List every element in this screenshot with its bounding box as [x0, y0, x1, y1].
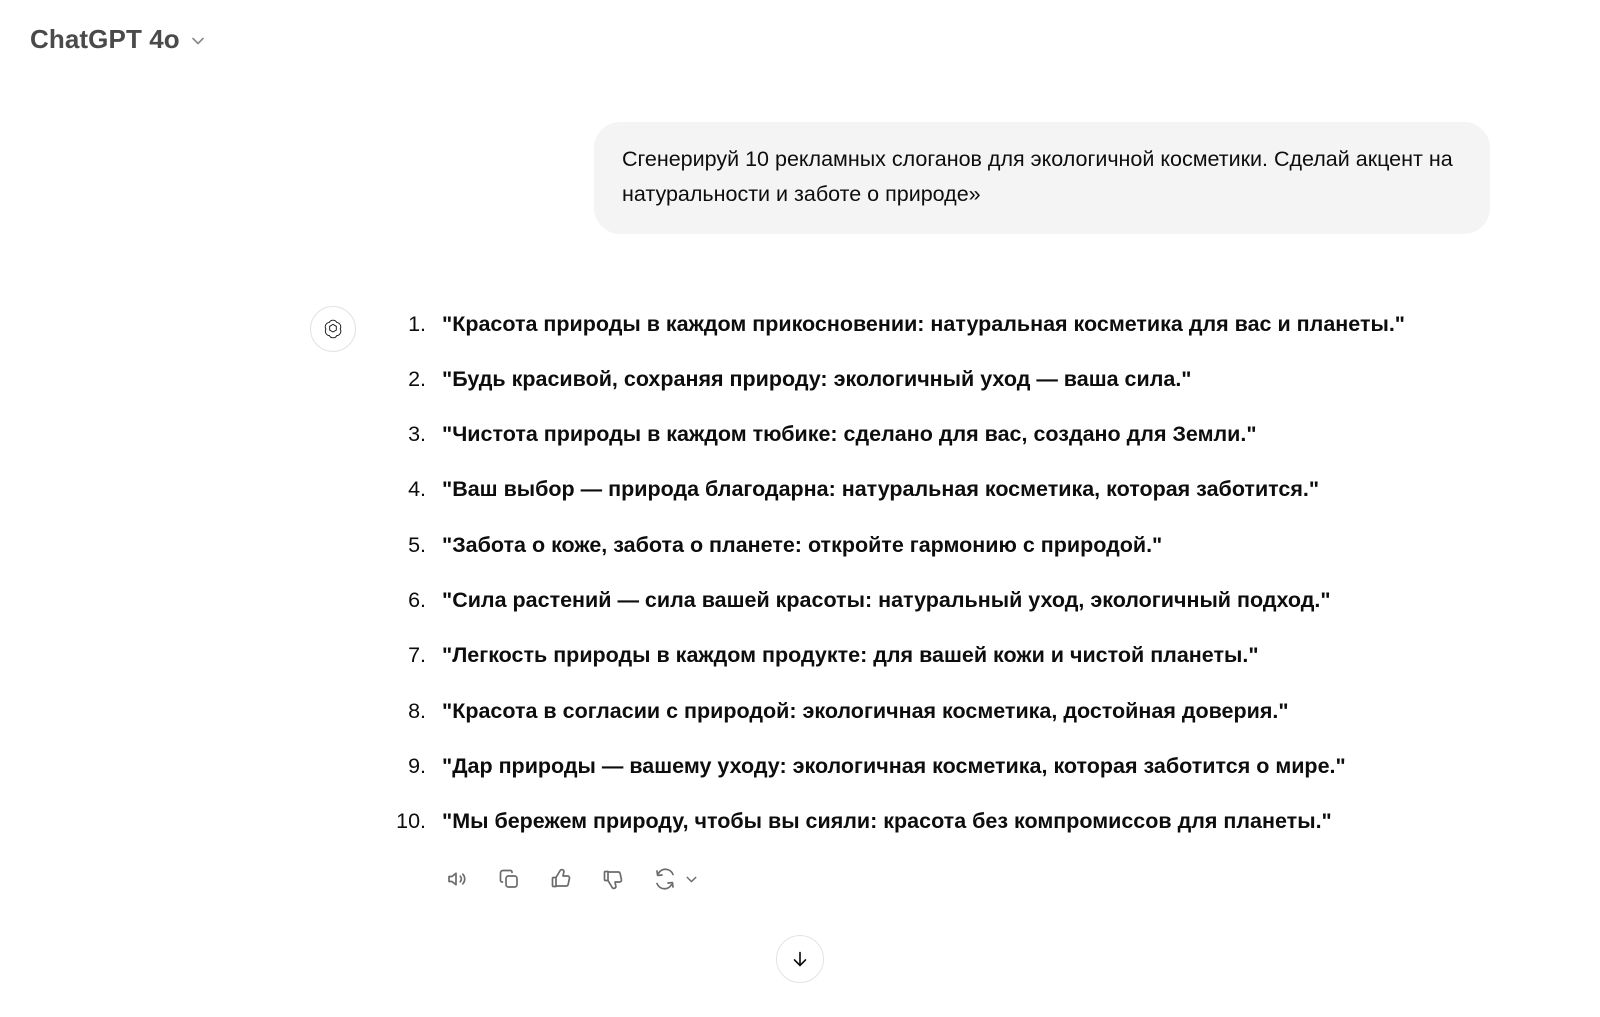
list-item: 1. "Красота природы в каждом прикосновении: натуральная косметика для вас и планеты." — [432, 304, 1486, 345]
user-message-row — [40, 122, 1560, 234]
header — [0, 0, 1600, 56]
thumbs-down-icon[interactable] — [598, 864, 628, 894]
regenerate-icon[interactable] — [650, 864, 680, 894]
assistant-message-content — [386, 304, 1486, 895]
message-action-bar — [386, 864, 1486, 894]
chevron-down-icon[interactable] — [188, 31, 208, 51]
list-item: 4. "Ваш выбор — природа благодарна: натуральная косметика, которая заботится." — [432, 469, 1486, 510]
user-message-bubble: Сгенерируй 10 рекламных слоганов для экологичной косметики. Сделай акцент на натуральности и заботе о природе» — [594, 122, 1490, 234]
regenerate-chevron-down-icon[interactable] — [682, 870, 700, 888]
thumbs-up-icon[interactable] — [546, 864, 576, 894]
list-item: 10. "Мы бережем природу, чтобы вы сияли: красота без компромиссов для планеты." — [432, 801, 1486, 842]
list-item: 3. "Чистота природы в каждом тюбике: сделано для вас, создано для Земли." — [432, 414, 1486, 455]
list-item: 2. "Будь красивой, сохраняя природу: экологичный уход — ваша сила." — [432, 359, 1486, 400]
read-aloud-icon[interactable] — [442, 864, 472, 894]
list-item: 8. "Красота в согласии с природой: экологичная косметика, достойная доверия." — [432, 691, 1486, 732]
model-selector-label[interactable]: ChatGPT 4o — [30, 24, 180, 54]
copy-icon[interactable] — [494, 864, 524, 894]
regenerate-group[interactable] — [650, 864, 700, 894]
list-item: 7. "Легкость природы в каждом продукте: для вашей кожи и чистой планеты." — [432, 635, 1486, 676]
assistant-message-row — [40, 304, 1560, 895]
list-item: 9. "Дар природы — вашему уходу: экологичная косметика, которая заботится о мире." — [432, 746, 1486, 787]
list-item: 5. "Забота о коже, забота о планете: откройте гармонию с природой." — [432, 525, 1486, 566]
openai-logo-icon — [310, 306, 356, 352]
list-item: 6. "Сила растений — сила вашей красоты: натуральный уход, экологичный подход." — [432, 580, 1486, 621]
slogan-list — [386, 304, 1486, 843]
conversation — [0, 122, 1600, 894]
scroll-to-bottom-button[interactable] — [776, 935, 824, 983]
